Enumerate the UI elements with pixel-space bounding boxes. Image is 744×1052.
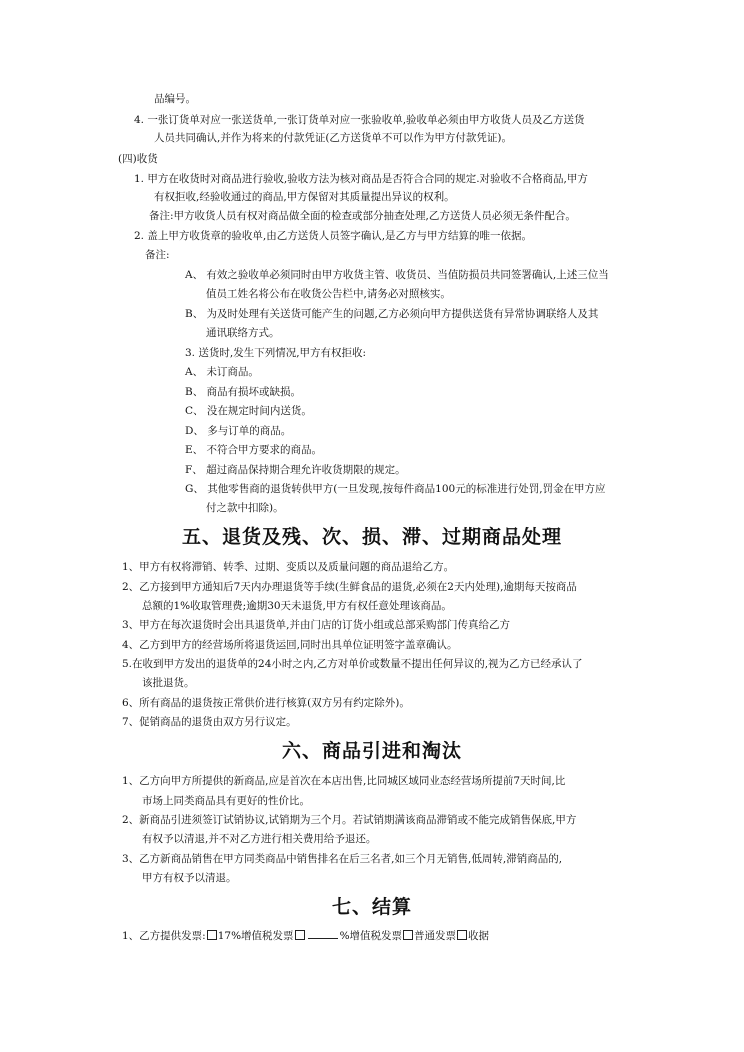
text-line: 甲方有权予以清退。 <box>142 872 237 884</box>
note-label: 备注: <box>145 249 170 261</box>
list-item: E、 不符合甲方要求的商品。 <box>185 444 323 456</box>
section-heading-settlement: 七、结算 <box>331 896 412 918</box>
text-line: 人员共同确认,并作为将来的付款凭证(乙方送货单不可以作为甲方付款凭证)。 <box>154 132 513 144</box>
option-vat-custom-label: %增值税发票 <box>339 930 403 942</box>
text-line: 1、乙方向甲方所提供的新商品,应是首次在本店出售,比同城区域同业态经营场所提前7天时间,比 <box>122 775 566 787</box>
checkbox-vat17[interactable] <box>207 930 217 940</box>
invoice-options-line <box>122 929 489 943</box>
list-item: C、 没在规定时间内送货。 <box>185 405 312 417</box>
section-heading-returns: 五、退货及残、次、损、滞、过期商品处理 <box>181 526 562 548</box>
list-item: F、 超过商品保持期合理允许收货期限的规定。 <box>185 464 406 476</box>
list-item: B、 为及时处理有关送货可能产生的问题,乙方必须向甲方提供送货有异常协调联络人及其 <box>185 308 599 320</box>
text-line: 通讯联络方式。 <box>206 327 280 339</box>
text-line: 值员工姓名将公布在收货公告栏中,请务必对照核实。 <box>206 288 451 300</box>
text-line: 1、甲方有权将滞销、转季、过期、变质以及质量问题的商品退给乙方。 <box>122 561 455 573</box>
text-line: 4. 一张订货单对应一张送货单,一张订货单对应一张验收单,验收单必须由甲方收货人员及乙方送货 <box>134 114 585 126</box>
option-ordinary-label: 普通发票 <box>414 930 457 942</box>
note-line: 备注:甲方收货人员有权对商品做全面的检查或部分抽查处理,乙方送货人员必须无条件配合。 <box>149 210 576 222</box>
list-item: 3. 送货时,发生下列情况,甲方有权拒收: <box>185 347 367 359</box>
text-line: 1. 甲方在收货时对商品进行验收,验收方法为核对商品是否符合合同的规定.对验收不合格商品,甲方 <box>134 173 588 185</box>
text-line: 付之款中扣除)。 <box>206 502 284 514</box>
list-item: B、 商品有损坏或缺损。 <box>185 386 302 398</box>
text-line: 3、甲方在每次退货时会出具退货单,并由门店的订货小组或总部采购部门传真给乙方 <box>122 619 511 631</box>
vat-rate-blank[interactable] <box>308 929 338 939</box>
list-item: G、 其他零售商的退货转供甲方(一旦发现,按每件商品100元的标准进行处罚,罚金在甲方应 <box>185 483 606 495</box>
invoice-prefix: 1、乙方提供发票: <box>122 930 206 942</box>
text-line: 2、乙方接到甲方通知后7天内办理退货等手续(生鲜食品的退货,必须在2天内处理),逾期每天按商品 <box>122 581 577 593</box>
text-line: 7、促销商品的退货由双方另行议定。 <box>122 716 297 728</box>
list-item: D、 多与订单的商品。 <box>185 425 292 437</box>
checkbox-receipt[interactable] <box>457 930 467 940</box>
text-line: 2. 盖上甲方收货章的验收单,由乙方送货人员签字确认,是乙方与甲方结算的唯一依据。 <box>134 230 533 242</box>
text-line: 总额的1%收取管理费;逾期30天未退货,甲方有权任意处理该商品。 <box>142 600 452 612</box>
text-line: 市场上同类商品具有更好的性价比。 <box>142 795 310 807</box>
text-line: 有权拒收,经验收通过的商品,甲方保留对其质量提出异议的权利。 <box>154 191 455 203</box>
section-heading-products: 六、商品引进和淘汰 <box>281 740 462 762</box>
option-receipt-label: 收据 <box>468 930 490 942</box>
text-line: 2、新商品引进须签订试销协议,试销期为三个月。若试销期满该商品滞销或不能完成销售保底,甲方 <box>122 814 577 826</box>
section-label: (四)收货 <box>118 153 158 165</box>
text-line: 有权予以清退,并不对乙方进行相关费用给予退还。 <box>142 833 377 845</box>
checkbox-vat-custom[interactable] <box>295 930 305 940</box>
text-line: 5.在收到甲方发出的退货单的24小时之内,乙方对单价或数量不提出任何异议的,视为乙方已经承认了 <box>122 658 583 670</box>
text-line: 4、乙方到甲方的经营场所将退货运回,同时出具单位证明签字盖章确认。 <box>122 639 458 651</box>
option-vat17-label: 17%增值税发票 <box>217 930 294 942</box>
list-item: A、 有效之验收单必须同时由甲方收货主管、收货员、当值防损员共同签署确认,上述三位当 <box>185 269 609 281</box>
text-line: 该批退货。 <box>142 677 195 689</box>
list-item: A、 未订商品。 <box>185 366 259 378</box>
text-line: 3、乙方新商品销售在甲方同类商品中销售排名在后三名者,如三个月无销售,低周转,滞销商品的, <box>122 853 563 865</box>
text-line: 品编号。 <box>154 93 196 105</box>
text-line: 6、所有商品的退货按正常供价进行核算(双方另有约定除外)。 <box>122 697 410 709</box>
checkbox-ordinary-invoice[interactable] <box>403 930 413 940</box>
